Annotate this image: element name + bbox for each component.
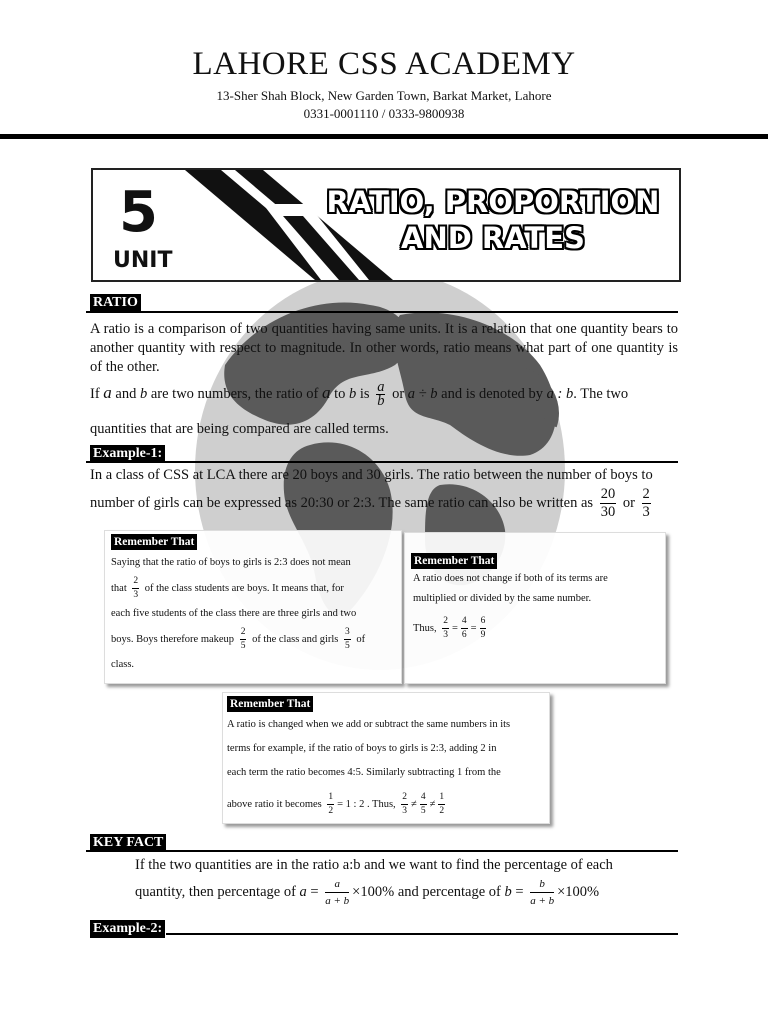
- fraction-6-9: [480, 615, 487, 642]
- division-expression: a ÷ b: [407, 385, 438, 402]
- frac-num: 4: [461, 615, 468, 629]
- box1-line5: class.: [111, 659, 135, 670]
- frac-den: b: [377, 393, 385, 409]
- box1-line3: each five students of the class there are three girls and two: [111, 608, 357, 619]
- equals-sign: =: [452, 622, 458, 634]
- frac-den: 30: [600, 504, 616, 520]
- box3-line4-b: = 1 : 2 . Thus,: [337, 798, 396, 810]
- to-word: to: [334, 385, 346, 402]
- unit-banner: [91, 168, 681, 282]
- frac-num: 2: [132, 575, 139, 589]
- equals-sign: =: [310, 883, 319, 900]
- or-word: or: [392, 385, 405, 402]
- box1-line2: [111, 575, 391, 602]
- thus-word: Thus,: [413, 622, 437, 634]
- box3-line4: [227, 791, 542, 818]
- key-fact-and-text: and percentage of: [397, 883, 501, 900]
- var-b: b: [139, 385, 148, 402]
- example2-rule: [166, 933, 678, 935]
- percent-b: ×100%: [557, 883, 600, 900]
- ratio-rule: [86, 311, 678, 313]
- fraction-a-over-a-plus-b: [325, 876, 349, 909]
- frac-num: 2: [442, 615, 449, 629]
- equals-sign: =: [515, 883, 524, 900]
- frac-num: 2: [240, 626, 247, 640]
- fraction-2-3: [642, 486, 651, 521]
- unit-number: 5: [119, 180, 158, 245]
- key-fact-rule: [86, 850, 678, 852]
- fraction-b-over-a-plus-b: [530, 876, 554, 909]
- frac-num: a: [325, 876, 349, 893]
- frac-num: b: [530, 876, 554, 893]
- remember-box-2: [404, 532, 666, 684]
- academy-title: LAHORE CSS ACADEMY: [192, 46, 576, 82]
- var-a-2: a: [322, 382, 331, 402]
- fraction-1-2: [327, 791, 334, 818]
- is-word: is: [359, 385, 370, 402]
- denoted-text: and is denoted by: [441, 385, 544, 402]
- of-word: of: [356, 633, 366, 645]
- fraction-4-5: [420, 791, 427, 818]
- not-equal-sign: ≠: [411, 798, 417, 810]
- fraction-2-3: [442, 615, 449, 642]
- frac-den: 9: [480, 630, 486, 640]
- box3-line3: each term the ratio becomes 4:5. Similarly subtracting 1 from the: [227, 767, 501, 778]
- frac-den: 5: [240, 641, 246, 651]
- frac-num: a: [377, 379, 385, 395]
- example1-line2: [90, 486, 690, 521]
- frac-num: 3: [344, 626, 351, 640]
- fraction-3-5: [344, 626, 351, 653]
- unit-title-line2: AND RATES: [401, 221, 585, 255]
- equals-sign: =: [470, 622, 477, 634]
- two-numbers-text: are two numbers, the ratio of: [150, 385, 319, 402]
- unit-label: UNIT: [113, 248, 173, 273]
- ratio-heading: RATIO: [90, 294, 141, 312]
- box3-line4-a: above ratio it becomes: [227, 798, 322, 810]
- example1-line1: In a class of CSS at LCA there are 20 boys and 30 girls. The ratio between the number of boys to: [90, 467, 653, 483]
- if-word: If: [90, 385, 100, 402]
- unit-title-line1: RATIO, PROPORTION: [326, 185, 660, 219]
- remember-box-3: [222, 692, 550, 824]
- fraction-1-2: [438, 791, 445, 818]
- box1-line4-b: of the class and girls: [252, 633, 339, 645]
- example2-heading: Example-2:: [90, 920, 165, 938]
- frac-den: 5: [345, 641, 350, 651]
- frac-num: 1: [327, 791, 334, 805]
- var-b: b: [504, 883, 512, 900]
- fraction-2-3: [401, 791, 408, 818]
- header-divider: [0, 134, 768, 139]
- frac-den: 3: [642, 504, 650, 520]
- remember-box-2-text: [413, 569, 658, 642]
- fraction-2-5: [240, 626, 247, 653]
- frac-den: a + b: [325, 895, 350, 907]
- percent-a: ×100%: [352, 883, 395, 900]
- key-fact-heading: KEY FACT: [90, 834, 166, 852]
- frac-num: 6: [480, 615, 487, 629]
- box3-line2: terms for example, if the ratio of boys to girls is 2:3, adding 2 in: [227, 743, 497, 754]
- frac-num: 20: [600, 486, 616, 502]
- key-fact-quantity-text: quantity, then percentage of: [135, 883, 296, 900]
- var-a: a: [299, 883, 307, 900]
- box1-line4-a: boys. Boys therefore makeup: [111, 633, 235, 645]
- key-fact-line2: [135, 876, 695, 909]
- frac-den: 2: [328, 806, 334, 816]
- var-b-2: b: [349, 385, 357, 402]
- remember-tag: Remember That: [411, 553, 497, 569]
- fraction-20-30: [600, 486, 617, 521]
- frac-den: 2: [439, 806, 445, 816]
- key-fact-line1: If the two quantities are in the ratio a:b and we want to find the percentage of each: [135, 857, 613, 873]
- academy-address: 13-Sher Shah Block, New Garden Town, Barkat Market, Lahore: [216, 88, 552, 103]
- fraction-a-over-b: [376, 381, 385, 408]
- box2-line2: multiplied or divided by the same number.: [413, 593, 592, 604]
- frac-den: 3: [443, 630, 448, 640]
- frac-den: 6: [461, 630, 467, 640]
- frac-den: a + b: [530, 895, 555, 907]
- frac-num: 1: [438, 791, 445, 805]
- remember-box-1-text: [111, 551, 391, 677]
- ratio-notation-line: [90, 381, 690, 408]
- example1-text: number of girls can be expressed as 20:30 or 2:3. The same ratio can also be written as: [90, 494, 594, 511]
- box3-line1: A ratio is changed when we add or subtract the same numbers in its: [227, 719, 511, 730]
- box1-line1: Saying that the ratio of boys to girls is 2:3 does not mean: [111, 557, 351, 568]
- frac-num: 2: [642, 486, 650, 502]
- box1-line2-text: of the class students are boys. It means that, for: [144, 582, 344, 594]
- fraction-4-6: [461, 615, 468, 642]
- frac-num: 2: [401, 791, 408, 805]
- example1-heading: Example-1:: [90, 445, 165, 463]
- remember-box-1: [104, 530, 402, 684]
- box2-line1: A ratio does not change if both of its terms are: [413, 573, 608, 584]
- colon-expression: a : b: [546, 385, 574, 402]
- remember-box-3-text: [227, 713, 542, 818]
- box2-equation: [413, 615, 658, 642]
- remember-tag: Remember That: [227, 696, 313, 712]
- that-word: that: [111, 582, 127, 594]
- not-equal-sign: ≠: [429, 798, 436, 810]
- var-a: a: [103, 382, 112, 402]
- frac-den: 3: [402, 806, 408, 816]
- terms-line: quantities that are being compared are called terms.: [90, 421, 389, 437]
- or-word: or: [622, 494, 635, 511]
- frac-den: 3: [133, 590, 139, 600]
- two-text: . The two: [573, 385, 629, 402]
- box1-line4: [111, 626, 391, 653]
- ratio-definition: A ratio is a comparison of two quantities having same units. It is a relation that one quantity bears to another quantity with respect to magnitude. In other words, ratio means what part of one quantity is of the other.: [90, 321, 678, 375]
- example1-rule: [86, 461, 678, 463]
- frac-den: 5: [420, 806, 426, 816]
- unit-title: [308, 184, 678, 256]
- frac-num: 4: [420, 791, 427, 805]
- remember-tag: Remember That: [111, 534, 197, 550]
- and-word: and: [115, 385, 137, 402]
- fraction-2-3: [132, 575, 139, 602]
- academy-phones: 0331-0001110 / 0333-9800938: [303, 106, 465, 121]
